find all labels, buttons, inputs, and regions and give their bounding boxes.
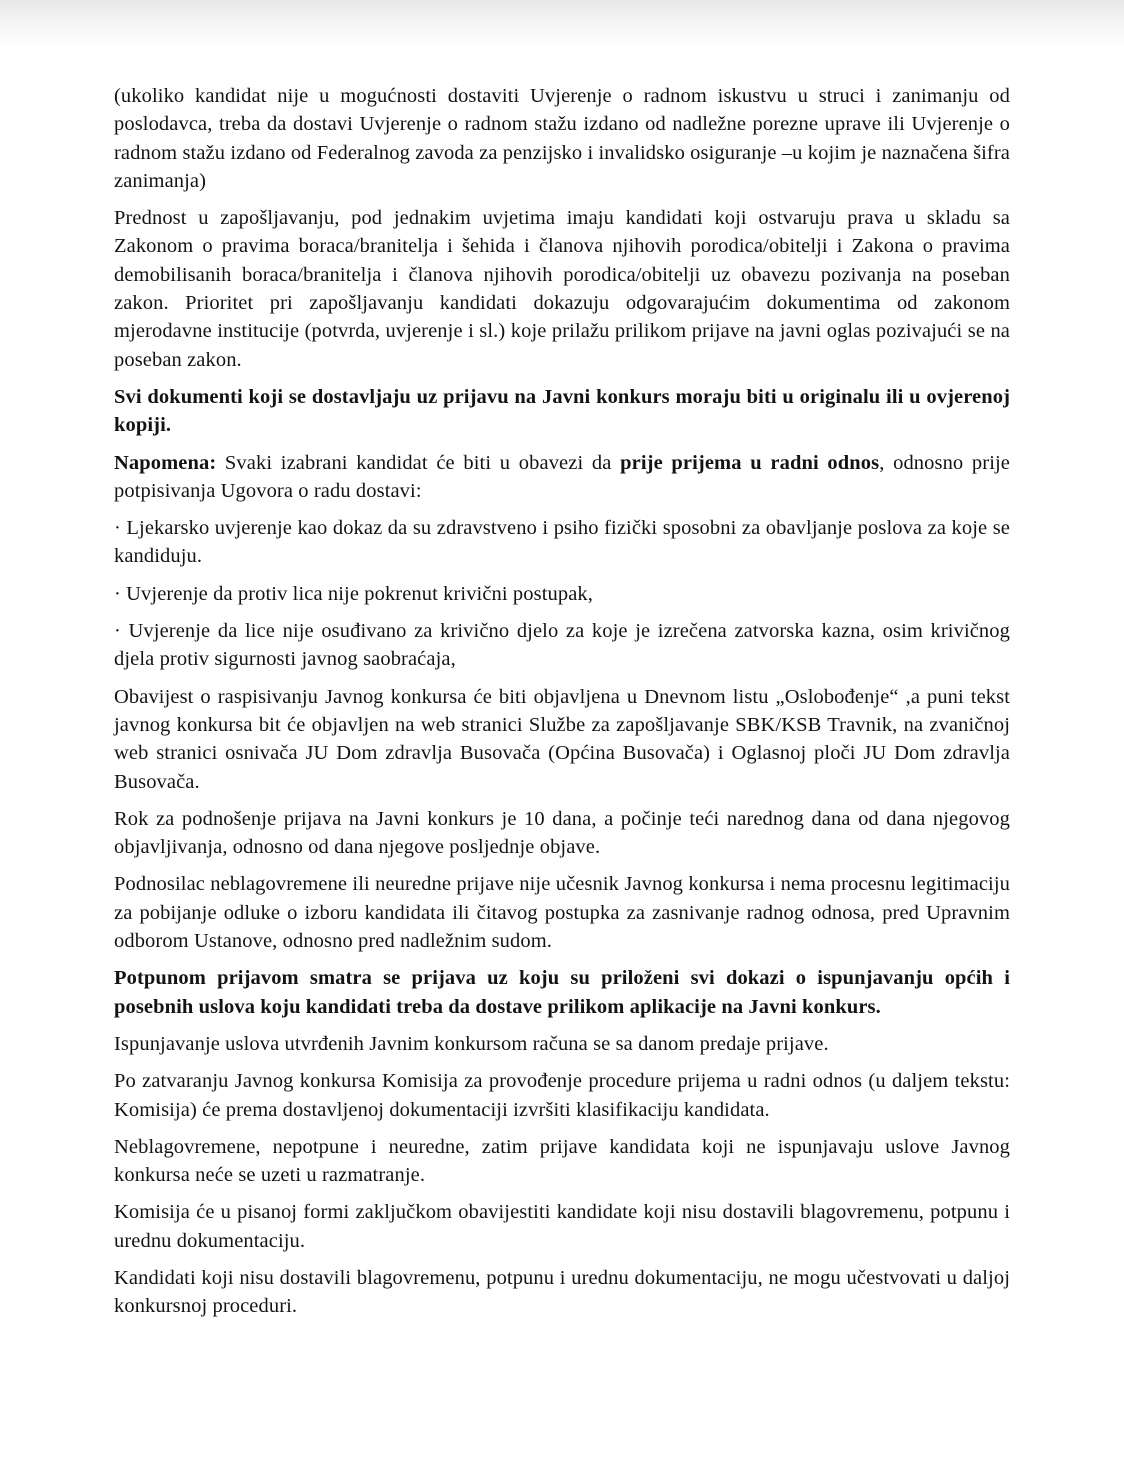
bullet-item bbox=[114, 617, 1010, 674]
paragraph bbox=[114, 805, 1010, 862]
text-run: · Uvjerenje da lice nije osuđivano za krivično djelo za koje je izrečena zatvorska kazna, osim krivičnog djela protiv sigurnosti javnog saobraćaja, bbox=[114, 620, 1010, 671]
bullet-item bbox=[114, 514, 1010, 571]
text-run: Svi dokumenti koji se dostavljaju uz prijavu na Javni konkurs moraju biti u originalu ili u ovjerenoj kopiji. bbox=[114, 385, 1010, 437]
text-run: Ispunjavanje uslova utvrđenih Javnim konkursom računa se sa danom predaje prijave. bbox=[114, 1032, 829, 1055]
text-run: Neblagovremene, nepotpune i neuredne, zatim prijave kandidata koji ne ispunjavaju uslove Javnog konkursa neće se uzeti u razmatranje. bbox=[114, 1135, 1010, 1187]
text-run: Svaki izabrani kandidat će biti u obavezi da bbox=[216, 451, 621, 474]
page-top-shadow bbox=[0, 0, 1124, 48]
paragraph bbox=[114, 1067, 1010, 1124]
document-body bbox=[114, 82, 1010, 1330]
paragraph bbox=[114, 1030, 1010, 1058]
text-run: Prednost u zapošljavanju, pod jednakim uvjetima imaju kandidati koji ostvaruju prava u skladu sa Zakonom o pravima boraca/branitelja i šehida i članova njihovih porodica/obitelji i Zakona o pravima demobilisanih boraca/branitelja i članova njihovih porodica/obitelji uz obavezu pozivanja na poseban zakon. Prioritet pri zapošljavanju kandidati dokazuju odgovarajućim dokumentima od zakonom mjerodavne institucije (potvrda, uvjerenje i sl.) koje prilažu prilikom prijave na javni oglas pozivajući se na poseban zakon. bbox=[114, 207, 1010, 371]
text-run: Po zatvaranju Javnog konkursa Komisija za provođenje procedure prijema u radni odnos (u daljem tekstu: Komisija) će prema dostavljenoj dokumentaciji izvršiti klasifikaciju kandidata. bbox=[114, 1070, 1010, 1121]
text-run: · Uvjerenje da protiv lica nije pokrenut krivični postupak, bbox=[114, 582, 593, 605]
text-run: Obavijest o raspisivanju Javnog konkursa će biti objavljena u Dnevnom listu „Oslobođenje“ ,a puni tekst javnog konkursa bit će objavljen na web stranici Službe za zapošljavanje SBK/KSB Travnik, na zvaničnoj web stranici osnivača JU Dom zdravlja Busovača (Općina Busovača) i Oglasnoj ploči JU Dom zdravlja Busovača. bbox=[114, 685, 1010, 793]
paragraph bbox=[114, 82, 1010, 195]
text-run: Kandidati koji nisu dostavili blagovremenu, potpunu i urednu dokumentaciju, ne mogu učestvovati u daljoj konkursnoj proceduri. bbox=[114, 1266, 1010, 1318]
paragraph bbox=[114, 204, 1010, 374]
bullet-item bbox=[114, 580, 1010, 608]
paragraph bbox=[114, 964, 1010, 1021]
text-run: Potpunom prijavom smatra se prijava uz koju su priloženi svi dokazi o ispunjavanju općih i posebnih uslova koju kandidati treba da dostave prilikom aplikacije na Javni konkurs. bbox=[114, 967, 1010, 1018]
paragraph bbox=[114, 1133, 1010, 1190]
text-run: Rok za podnošenje prijava na Javni konkurs je 10 dana, a počinje teći narednog dana od dana njegovog objavljivanja, odnosno od dana njegove posljednje objave. bbox=[114, 807, 1010, 859]
paragraph bbox=[114, 683, 1010, 796]
text-run: Komisija će u pisanoj formi zaključkom obavijestiti kandidate koji nisu dostavili blagovremenu, potpunu i urednu dokumentaciju. bbox=[114, 1201, 1010, 1252]
text-run: prije prijema u radni odnos bbox=[620, 451, 880, 474]
text-run: , odnosno prije potpisivanja Ugovora o radu dostavi: bbox=[114, 451, 1011, 502]
text-run: Podnosilac neblagovremene ili neuredne prijave nije učesnik Javnog konkursa i nema procesnu legitimaciju za pobijanje odluke o izboru kandidata ili čitavog postupka za zasnivanje radnog odnosa, pred Upravnim odborom Ustanove, odnosno pred nadležnim sudom. bbox=[114, 873, 1010, 953]
paragraph bbox=[114, 1198, 1010, 1255]
paragraph bbox=[114, 383, 1010, 440]
paragraph bbox=[114, 1264, 1010, 1321]
paragraph bbox=[114, 449, 1010, 506]
text-run: · Ljekarsko uvjerenje kao dokaz da su zdravstveno i psiho fizički sposobni za obavljanje poslova za koje se kandiduju. bbox=[114, 517, 1010, 568]
paragraph bbox=[114, 870, 1010, 955]
text-run: (ukoliko kandidat nije u mogućnosti dostaviti Uvjerenje o radnom iskustvu u struci i zanimanju od poslodavca, treba da dostavi Uvjerenje o radnom stažu izdano od nadležne porezne uprave ili Uvjerenje o radnom stažu izdano od Federalnog zavoda za penzijsko i invalidsko osiguranje –u kojim je naznačena šifra zanimanja) bbox=[114, 85, 1010, 192]
text-run: Napomena: bbox=[114, 451, 217, 474]
